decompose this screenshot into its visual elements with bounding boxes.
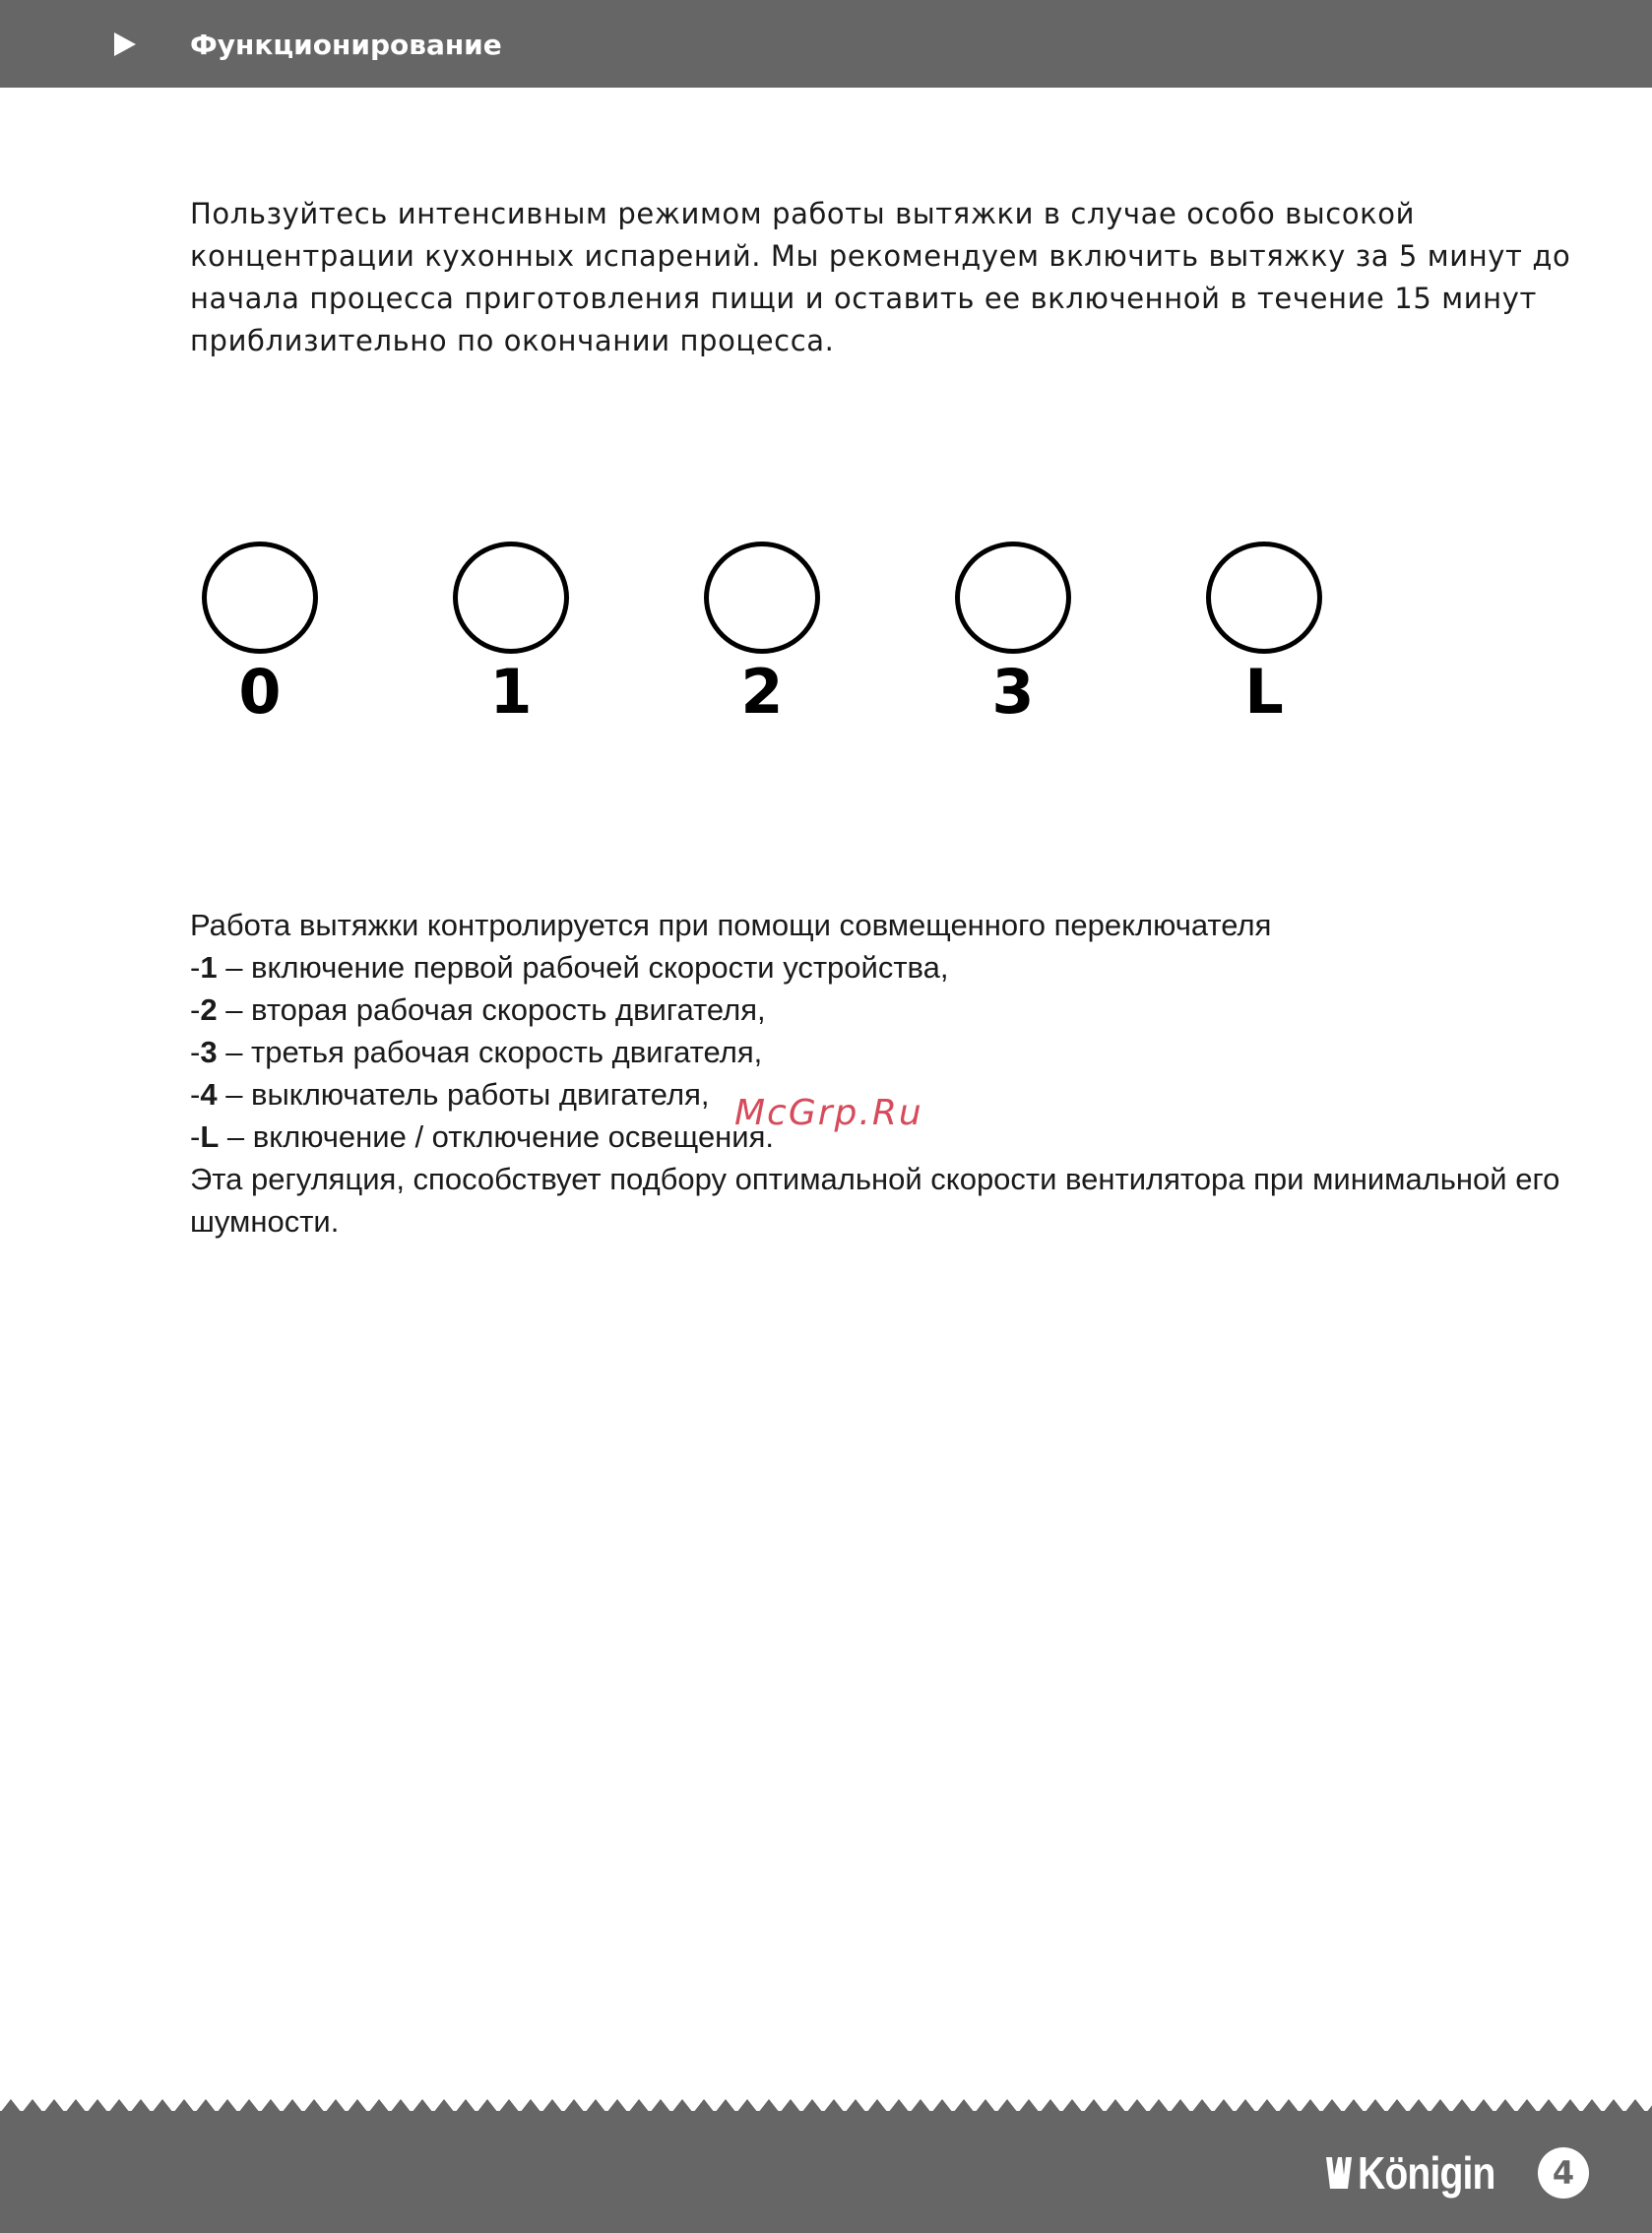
switch-light (1206, 542, 1324, 738)
item-text: – выключатель работы двигателя, (217, 1077, 710, 1112)
list-item: -4 – выключатель работы двигателя, (190, 1077, 710, 1112)
control-description (190, 904, 1598, 1243)
switch-1 (453, 542, 571, 738)
list-item: -2 – вторая рабочая скорость двигателя, (190, 992, 766, 1027)
page-header-bar (0, 0, 1652, 88)
item-key: 2 (200, 992, 218, 1027)
item-key: 3 (200, 1035, 218, 1069)
item-key: L (200, 1119, 220, 1154)
watermark: McGrp.Ru (734, 1093, 923, 1133)
control-ending: Эта регуляция, способствует подбору оптимальной скорости вентилятора при минимальной его шумности. (190, 1162, 1560, 1239)
item-key: 1 (200, 950, 218, 985)
item-key: 4 (200, 1077, 218, 1112)
footer-zigzag-edge (0, 2089, 1652, 2113)
switch-label-2: 2 (740, 656, 784, 728)
item-text: – включение / отключение освещения. (219, 1119, 775, 1154)
switch-0 (202, 542, 320, 738)
switch-label-1: 1 (489, 656, 533, 728)
list-item: -1 – включение первой рабочей скорости устройства, (190, 950, 949, 985)
button-circle (955, 542, 1071, 654)
page-number: 4 (1538, 2147, 1589, 2199)
intro-paragraph: Пользуйтесь интенсивным режимом работы вытяжки в случае особо высокой концентрации кухонных испарений. Мы рекомендуем включить вытяжку за 5 минут до начала процесса приготовления пищи и оставить ее включенной в течение 15 минут приблизительно по окончании процесса. (190, 197, 1571, 357)
switch-label-3: 3 (991, 656, 1035, 728)
play-arrow-icon (114, 32, 136, 56)
item-text: – вторая рабочая скорость двигателя, (217, 992, 766, 1027)
button-circle (453, 542, 569, 654)
control-lead: Работа вытяжки контролируется при помощи совмещенного переключателя (190, 908, 1272, 942)
item-text: – включение первой рабочей скорости устройства, (217, 950, 949, 985)
switch-3 (955, 542, 1073, 738)
button-circle (1206, 542, 1322, 654)
section-title: Функционирование (190, 29, 502, 61)
list-item: -3 – третья рабочая скорость двигателя, (190, 1035, 763, 1069)
crown-icon (1324, 2153, 1354, 2193)
item-text: – третья рабочая скорость двигателя, (217, 1035, 763, 1069)
brand-logo (1324, 2147, 1519, 2199)
list-item: -L – включение / отключение освещения. (190, 1119, 775, 1154)
switch-panel-diagram (202, 542, 1383, 738)
brand-name: Königin (1358, 2147, 1495, 2199)
button-circle (202, 542, 318, 654)
button-circle (704, 542, 820, 654)
switch-label-0: 0 (238, 656, 282, 728)
switch-2 (704, 542, 822, 738)
switch-label-l: L (1244, 656, 1284, 728)
